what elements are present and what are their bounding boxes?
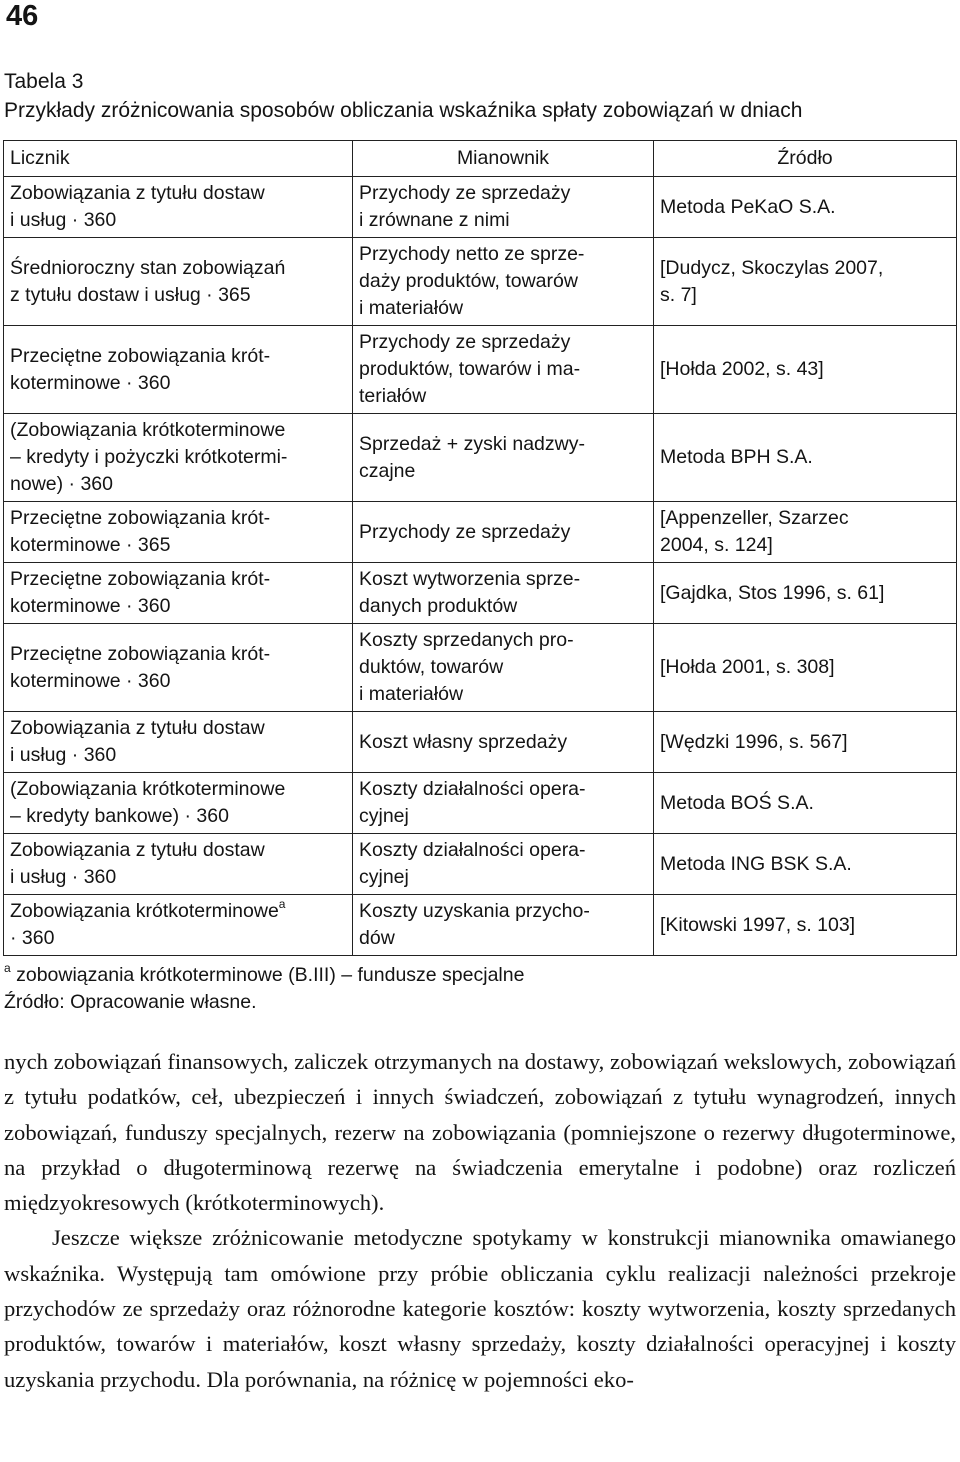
table-row bbox=[4, 502, 957, 563]
table-label: Tabela 3 bbox=[4, 70, 84, 93]
table-footnote bbox=[4, 962, 524, 989]
denominator-cell: Koszty uzyskania przycho- dów bbox=[353, 895, 654, 956]
numerator-cell: (Zobowiązania krótkoterminowe – kredyty i pożyczki krótkotermi- nowe) · 360 bbox=[4, 414, 353, 502]
table-row bbox=[4, 773, 957, 834]
source-cell: Metoda PeKaO S.A. bbox=[654, 177, 957, 238]
table-body bbox=[4, 177, 957, 956]
source-cell: [Appenzeller, Szarzec 2004, s. 124] bbox=[654, 502, 957, 563]
numerator-cell: Przeciętne zobowiązania krót- koterminowe · 360 bbox=[4, 326, 353, 414]
table-row bbox=[4, 712, 957, 773]
source-cell: Metoda BOŚ S.A. bbox=[654, 773, 957, 834]
source-cell: [Gajdka, Stos 1996, s. 61] bbox=[654, 563, 957, 624]
source-cell: [Kitowski 1997, s. 103] bbox=[654, 895, 957, 956]
header-denominator: Mianownik bbox=[353, 141, 654, 177]
source-cell: Metoda ING BSK S.A. bbox=[654, 834, 957, 895]
header-source: Źródło bbox=[654, 141, 957, 177]
table-row bbox=[4, 834, 957, 895]
source-cell: [Wędzki 1996, s. 567] bbox=[654, 712, 957, 773]
page-number: 46 bbox=[6, 0, 39, 32]
numerator-cell: Średnioroczny stan zobowiązań z tytułu dostaw i usług · 365 bbox=[4, 238, 353, 326]
body-text bbox=[4, 1044, 956, 1397]
source-cell: Metoda BPH S.A. bbox=[654, 414, 957, 502]
denominator-cell: Sprzedaż + zyski nadzwy- czajne bbox=[353, 414, 654, 502]
table-row bbox=[4, 414, 957, 502]
table-header bbox=[4, 141, 957, 177]
source-note: Źródło: Opracowanie własne. bbox=[4, 991, 257, 1013]
footnote-mark: a bbox=[4, 960, 11, 975]
numerator-cell: Zobowiązania z tytułu dostaw i usług · 360 bbox=[4, 712, 353, 773]
numerator-cell: Przeciętne zobowiązania krót- koterminowe · 365 bbox=[4, 502, 353, 563]
numerator-cell: Zobowiązania z tytułu dostaw i usług · 360 bbox=[4, 834, 353, 895]
denominator-cell: Przychody netto ze sprze- daży produktów, towarów i materiałów bbox=[353, 238, 654, 326]
table-row bbox=[4, 326, 957, 414]
source-cell: [Hołda 2002, s. 43] bbox=[654, 326, 957, 414]
data-table bbox=[3, 140, 957, 956]
header-row bbox=[4, 141, 957, 177]
paragraph: Jeszcze większe zróżnicowanie metodyczne spotykamy w konstrukcji mianownika omawianego wskaźnika. Występują tam omówione przy próbie obliczania cyklu realizacji należności przekroje przychodów ze sprzedaży oraz różnorodne kategorie kosztów: koszty wytworzenia, koszty sprzedanych produktów, towarów i materiałów, koszt własny sprzedaży, koszty działalności operacyjnej i koszty uzyskania przychodu. Dla porównania, na różnicę w pojemności eko- bbox=[4, 1225, 956, 1392]
denominator-cell: Przychody ze sprzedaży i zrównane z nimi bbox=[353, 177, 654, 238]
numerator-cell: Przeciętne zobowiązania krót- koterminowe · 360 bbox=[4, 563, 353, 624]
header-numerator: Licznik bbox=[4, 141, 353, 177]
denominator-cell: Koszt wytworzenia sprze- danych produktów bbox=[353, 563, 654, 624]
numerator-text: Zobowiązania krótkoterminowe bbox=[10, 900, 279, 922]
denominator-cell: Koszty działalności opera- cyjnej bbox=[353, 834, 654, 895]
footnote-text: zobowiązania krótkoterminowe (B.III) – fundusze specjalne bbox=[10, 964, 525, 986]
table-row bbox=[4, 624, 957, 712]
denominator-cell: Przychody ze sprzedaży bbox=[353, 502, 654, 563]
numerator-cell: Zobowiązania z tytułu dostaw i usług · 360 bbox=[4, 177, 353, 238]
numerator-cell: (Zobowiązania krótkoterminowe – kredyty bankowe) · 360 bbox=[4, 773, 353, 834]
table-caption: Przykłady zróżnicowania sposobów obliczania wskaźnika spłaty zobowiązań w dniach bbox=[4, 99, 803, 122]
numerator-cell: Przeciętne zobowiązania krót- koterminowe · 360 bbox=[4, 624, 353, 712]
table-row bbox=[4, 238, 957, 326]
denominator-cell: Koszt własny sprzedaży bbox=[353, 712, 654, 773]
table-row bbox=[4, 895, 957, 956]
table-row bbox=[4, 563, 957, 624]
denominator-cell: Koszty działalności opera- cyjnej bbox=[353, 773, 654, 834]
denominator-cell: Przychody ze sprzedaży produktów, towarów i ma- teriałów bbox=[353, 326, 654, 414]
numerator-cell bbox=[4, 895, 353, 956]
source-cell: [Hołda 2001, s. 308] bbox=[654, 624, 957, 712]
footnote-marker: a bbox=[278, 896, 286, 911]
source-cell: [Dudycz, Skoczylas 2007, s. 7] bbox=[654, 238, 957, 326]
table-row bbox=[4, 177, 957, 238]
numerator-tail: · 360 bbox=[10, 927, 55, 949]
paragraph: nych zobowiązań finansowych, zaliczek otrzymanych na dostawy, zobowiązań wekslowych, zobowiązań z tytułu podatków, ceł, ubezpieczeń i innych świadczeń, zobowiązań z tytułu wynagrodzeń, innych zobowiązań, funduszy specjalnych, rezerw na zobowiązania (pomniejszone o rezerwy długoterminowe, na przykład o długoterminową rezerwę na świadczenia emerytalne i podobne) oraz rozliczeń międzyokresowych (krótkoterminowych). bbox=[4, 1049, 956, 1216]
denominator-cell: Koszty sprzedanych pro- duktów, towarów i materiałów bbox=[353, 624, 654, 712]
